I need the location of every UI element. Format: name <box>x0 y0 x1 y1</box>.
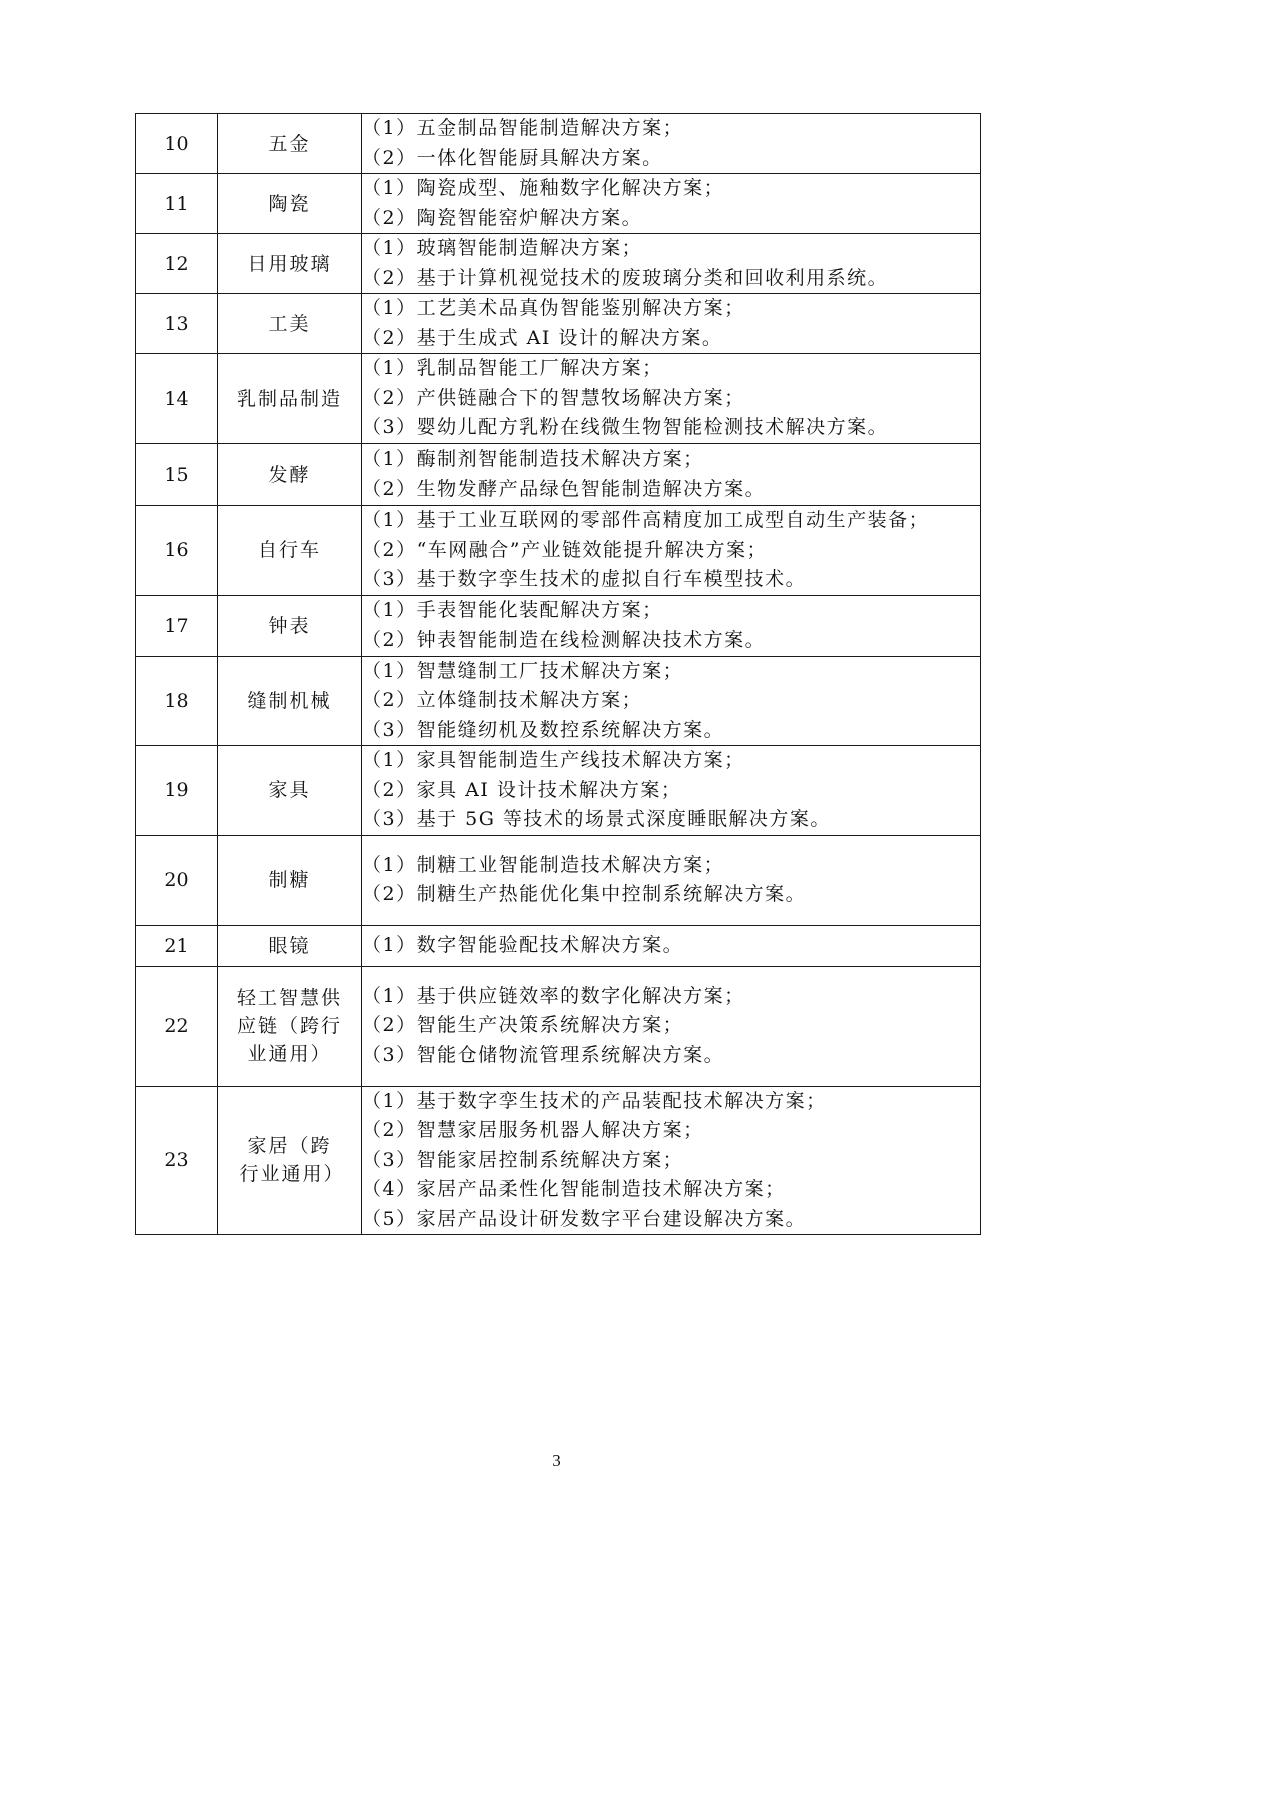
industry-cell <box>218 234 362 294</box>
solution-item: （1）基于供应链效率的数字化解决方案； <box>362 984 745 1007</box>
industry-cell <box>218 506 362 596</box>
industry-name: 轻工智慧供应链（跨行业通用） <box>236 987 342 1065</box>
table-row <box>136 925 981 966</box>
solutions-cell <box>362 595 981 656</box>
solution-item: （1）乳制品智能工厂解决方案； <box>362 357 663 380</box>
solution-item: （1）酶制剂智能制造技术解决方案； <box>362 448 704 470</box>
industry-name: 制糖 <box>268 869 311 891</box>
solution-item: （1）智慧缝制工厂技术解决方案； <box>362 659 684 682</box>
solution-item: （2）陶瓷智能窑炉解决方案。 <box>362 206 643 229</box>
solution-item: （2）制糖生产热能优化集中控制系统解决方案。 <box>362 883 807 905</box>
row-number: 16 <box>136 506 218 596</box>
solutions-cell <box>362 925 981 966</box>
table-row <box>136 114 981 174</box>
table-row <box>136 444 981 506</box>
table-body <box>136 114 981 1235</box>
industry-name: 发酵 <box>268 463 311 486</box>
industry-cell <box>218 746 362 836</box>
row-number: 18 <box>136 656 218 746</box>
table-row <box>136 294 981 354</box>
row-number: 20 <box>136 835 218 925</box>
solution-item: （3）基于数字孪生技术的虚拟自行车模型技术。 <box>362 568 807 590</box>
solution-item: （1）五金制品智能制造解决方案； <box>362 117 684 139</box>
solution-item: （1）玻璃智能制造解决方案； <box>362 237 643 259</box>
solution-item: （2）一体化智能厨具解决方案。 <box>362 146 663 169</box>
solution-item: （3）婴幼儿配方乳粉在线微生物智能检测技术解决方案。 <box>362 416 889 439</box>
solutions-cell <box>362 1086 981 1235</box>
table-row <box>136 656 981 746</box>
row-number: 10 <box>136 114 218 174</box>
solutions-table <box>135 113 981 1235</box>
solution-item: （1）基于工业互联网的零部件高精度加工成型自动生产装备； <box>362 509 930 531</box>
solution-item: （2）产供链融合下的智慧牧场解决方案； <box>362 386 745 409</box>
solution-item: （5）家居产品设计研发数字平台建设解决方案。 <box>362 1207 807 1230</box>
solution-item: （1）数字智能验配技术解决方案。 <box>362 933 684 956</box>
solution-item: （2）生物发酵产品绿色智能制造解决方案。 <box>362 477 766 500</box>
solution-item: （2）“车网融合”产业链效能提升解决方案； <box>362 538 768 561</box>
industry-cell <box>218 294 362 354</box>
industry-name: 钟表 <box>268 614 311 637</box>
solution-item: （3）智能缝纫机及数控系统解决方案。 <box>362 718 725 741</box>
solution-item: （2）钟表智能制造在线检测解决技术方案。 <box>362 628 766 651</box>
industry-name: 乳制品制造 <box>236 387 342 410</box>
row-number: 23 <box>136 1086 218 1235</box>
solution-item: （1）手表智能化装配解决方案； <box>362 599 663 621</box>
industry-cell <box>218 1086 362 1235</box>
row-number: 17 <box>136 595 218 656</box>
industry-cell <box>218 444 362 506</box>
table-row <box>136 595 981 656</box>
industry-cell <box>218 966 362 1086</box>
solution-item: （2）智慧家居服务机器人解决方案； <box>362 1119 704 1141</box>
industry-cell <box>218 174 362 234</box>
solution-item: （2）智能生产决策系统解决方案； <box>362 1014 684 1037</box>
table-row <box>136 966 981 1086</box>
page-number: 3 <box>552 1451 561 1470</box>
table-row <box>136 835 981 925</box>
solutions-cell <box>362 354 981 444</box>
solution-item: （1）家具智能制造生产线技术解决方案； <box>362 749 745 771</box>
solutions-cell <box>362 966 981 1086</box>
industry-cell <box>218 354 362 444</box>
solution-item: （3）智能仓储物流管理系统解决方案。 <box>362 1043 725 1066</box>
solutions-cell <box>362 174 981 234</box>
table-row <box>136 354 981 444</box>
industry-cell <box>218 835 362 925</box>
table-row <box>136 1086 981 1235</box>
industry-name: 陶瓷 <box>268 192 311 215</box>
row-number: 21 <box>136 925 218 966</box>
solutions-cell <box>362 294 981 354</box>
industry-name: 自行车 <box>257 539 321 562</box>
solution-item: （1）陶瓷成型、施釉数字化解决方案； <box>362 177 725 199</box>
industry-name: 家居（跨行业通用） <box>239 1135 345 1186</box>
solution-item: （2）基于生成式 AI 设计的解决方案。 <box>362 326 723 349</box>
solution-item: （2）基于计算机视觉技术的废玻璃分类和回收利用系统。 <box>362 266 889 289</box>
industry-cell <box>218 656 362 746</box>
solution-item: （2）家具 AI 设计技术解决方案； <box>362 778 682 801</box>
table-row <box>136 234 981 294</box>
solution-item: （4）家居产品柔性化智能制造技术解决方案； <box>362 1178 786 1200</box>
industry-cell <box>218 114 362 174</box>
industry-cell <box>218 595 362 656</box>
industry-name: 家具 <box>268 779 311 802</box>
solution-item: （1）基于数字孪生技术的产品装配技术解决方案； <box>362 1089 827 1112</box>
row-number: 11 <box>136 174 218 234</box>
table-row <box>136 746 981 836</box>
solution-item: （1）制糖工业智能制造技术解决方案； <box>362 853 725 876</box>
row-number: 15 <box>136 444 218 506</box>
row-number: 22 <box>136 966 218 1086</box>
row-number: 14 <box>136 354 218 444</box>
solutions-cell <box>362 114 981 174</box>
solution-item: （2）立体缝制技术解决方案； <box>362 689 643 711</box>
industry-name: 日用玻璃 <box>247 252 332 275</box>
row-number: 13 <box>136 294 218 354</box>
industry-cell <box>218 925 362 966</box>
industry-name: 缝制机械 <box>247 689 332 712</box>
table-row <box>136 174 981 234</box>
solutions-cell <box>362 746 981 836</box>
industry-name: 工美 <box>268 312 311 335</box>
solutions-cell <box>362 444 981 506</box>
solutions-cell <box>362 656 981 746</box>
industry-name: 五金 <box>268 132 311 155</box>
solution-item: （1）工艺美术品真伪智能鉴别解决方案； <box>362 297 745 319</box>
row-number: 19 <box>136 746 218 836</box>
solutions-cell <box>362 506 981 596</box>
solutions-cell <box>362 835 981 925</box>
row-number: 12 <box>136 234 218 294</box>
solution-item: （3）智能家居控制系统解决方案； <box>362 1148 684 1171</box>
table-row <box>136 506 981 596</box>
industry-name: 眼镜 <box>268 934 311 957</box>
solutions-cell <box>362 234 981 294</box>
solution-item: （3）基于 5G 等技术的场景式深度睡眠解决方案。 <box>362 808 831 830</box>
